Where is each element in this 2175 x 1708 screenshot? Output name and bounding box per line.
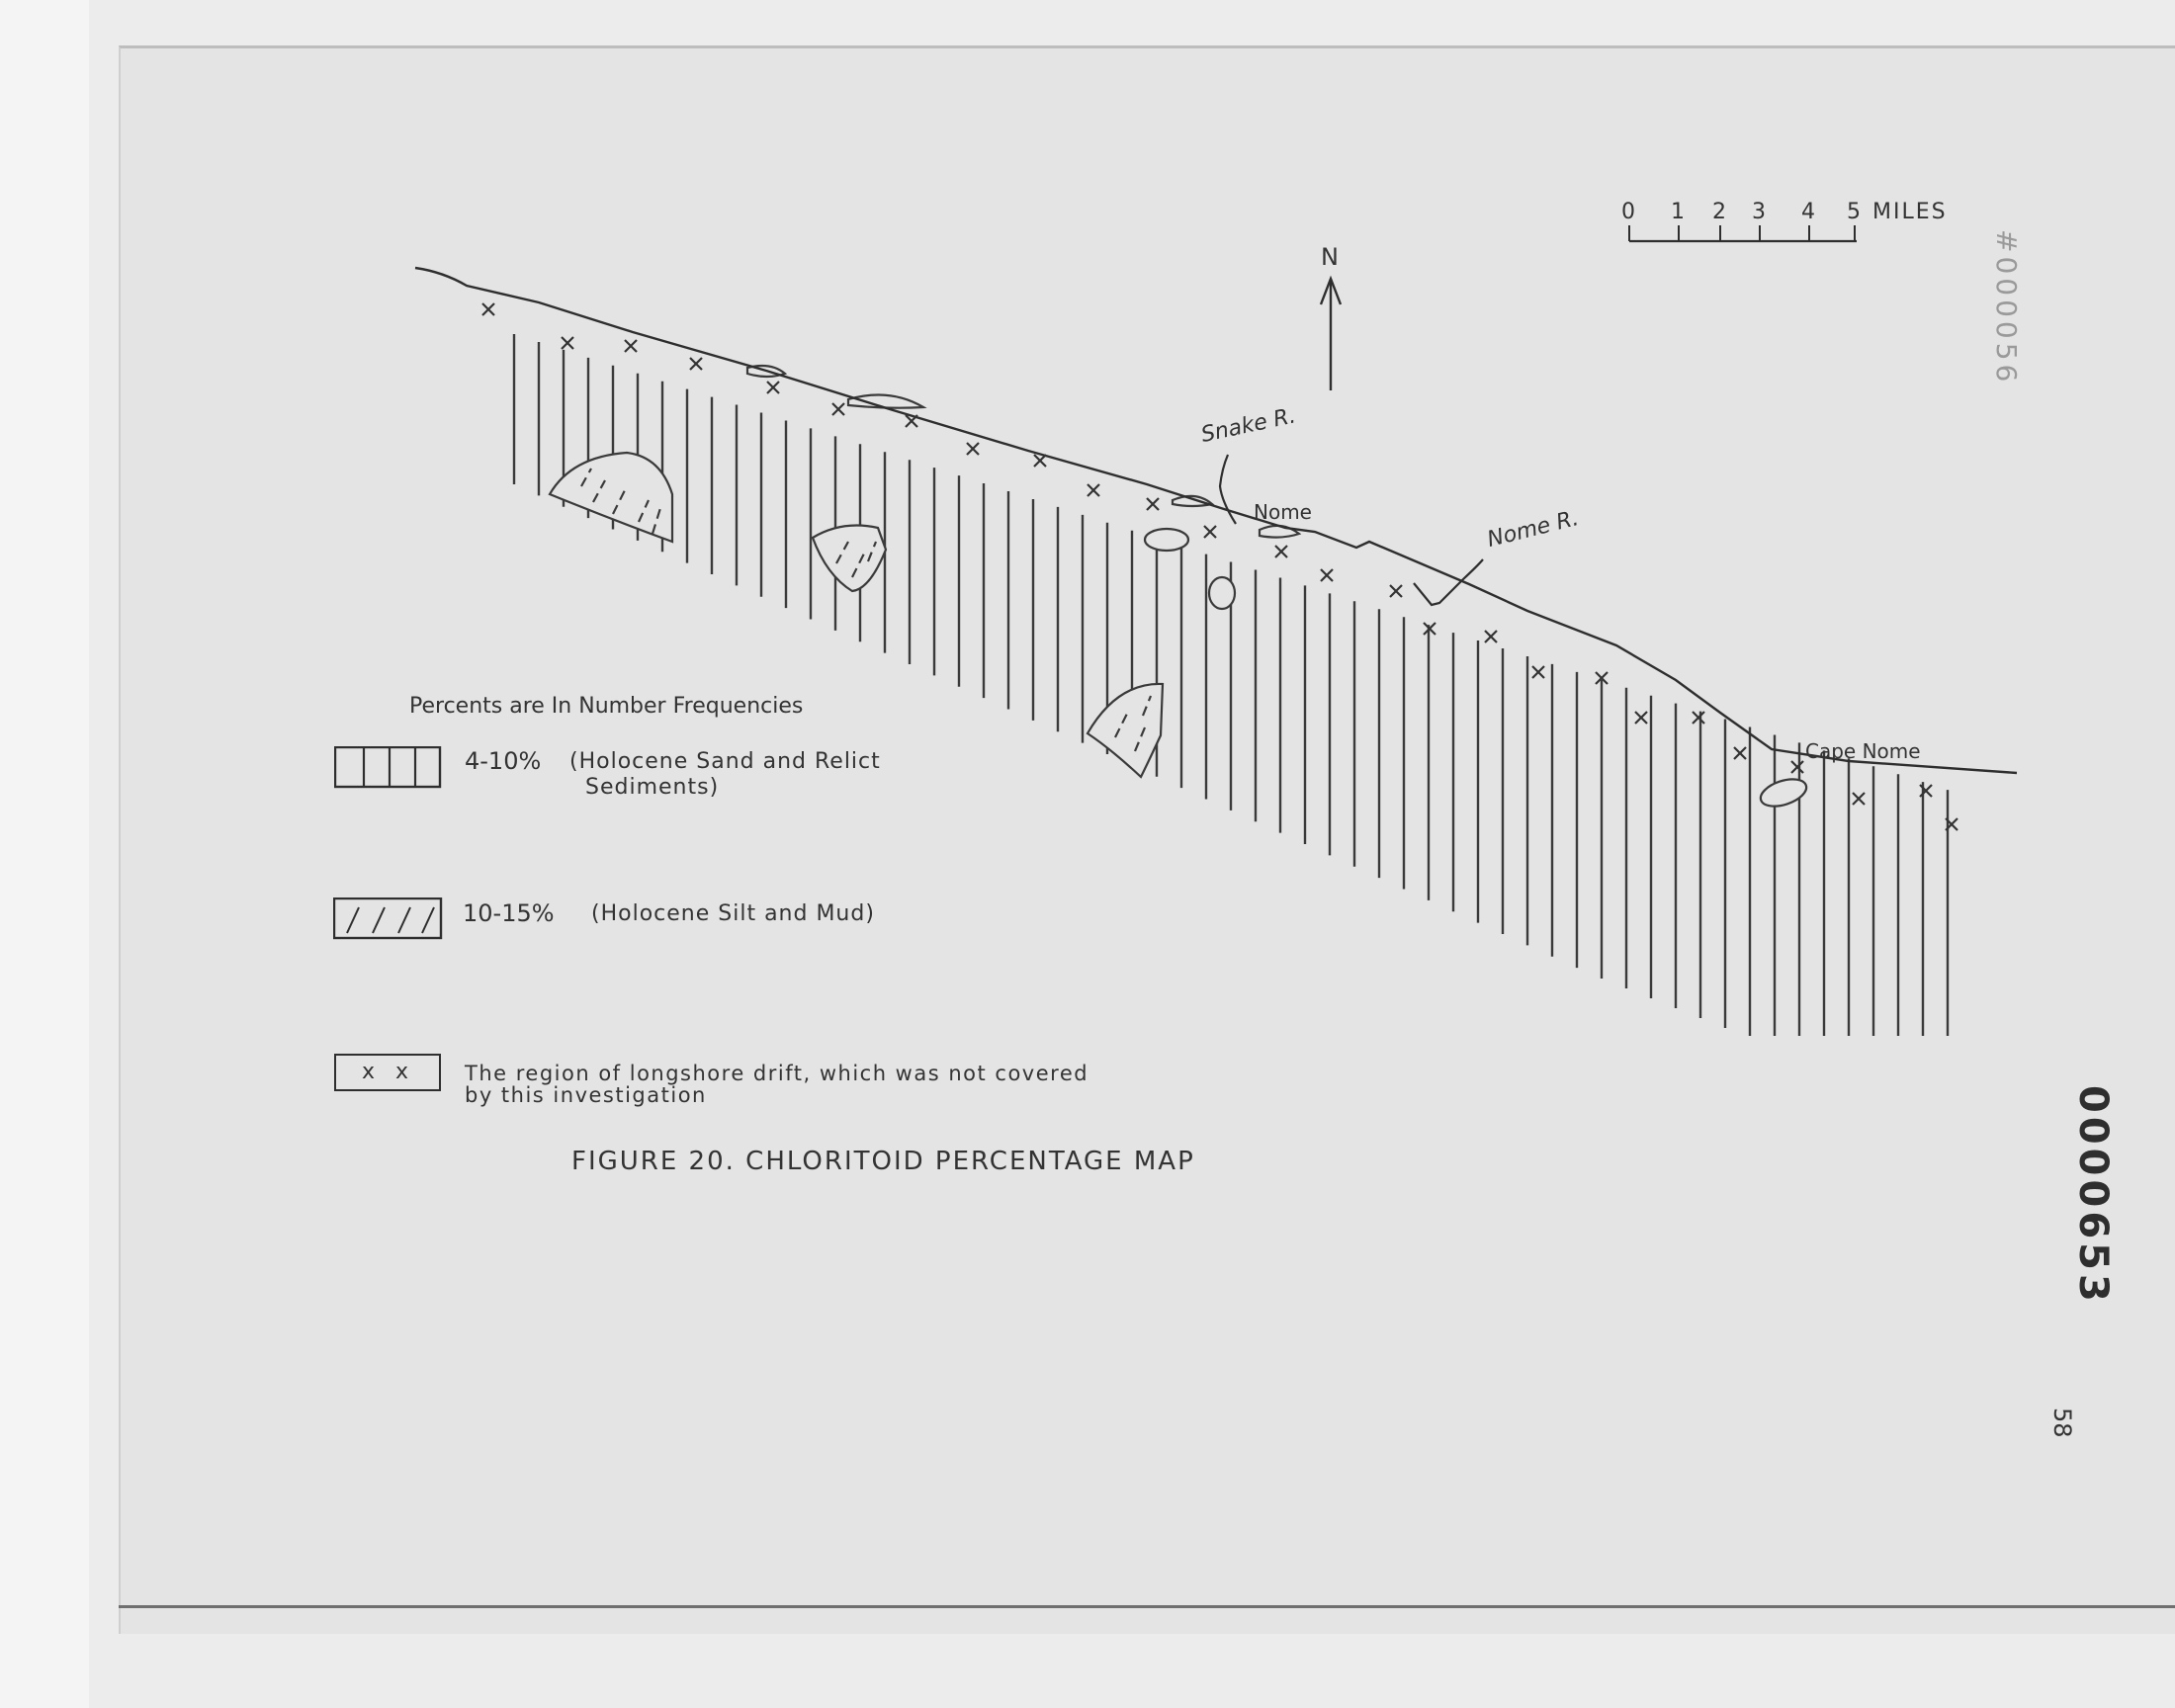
silt-mud-patches [550, 366, 1810, 811]
silt-patch-ellipse-0 [1145, 529, 1188, 551]
silt-patch-6 [1260, 526, 1299, 538]
legend-swatch-drift [334, 1054, 441, 1091]
silt-patch-2 [1088, 684, 1163, 777]
upper-margin-stamp: #000056 [1990, 229, 2023, 386]
scale-tick-label-1: 1 [1671, 200, 1685, 224]
north-arrow-label: N [1321, 243, 1339, 271]
silt-patch-1 [813, 526, 886, 591]
north-arrow [1321, 279, 1341, 390]
scale-tick-label-3: 3 [1752, 200, 1766, 224]
silt-patch-ellipse-2 [1757, 774, 1809, 811]
scale-unit-label: MILES [1872, 200, 1948, 224]
silt-patch-4 [848, 395, 923, 408]
legend-heading: Percents are In Number Frequencies [409, 694, 804, 719]
document-number-stamp: 0000653 [2070, 1085, 2116, 1306]
legend-sand-range: 4-10% [465, 747, 542, 775]
legend-silt-desc: (Holocene Silt and Mud) [591, 901, 875, 926]
legend-sand-desc-2: Sediments) [585, 775, 720, 800]
legend-swatch-sand [334, 746, 443, 791]
figure-caption: FIGURE 20. CHLORITOID PERCENTAGE MAP [571, 1147, 1195, 1176]
scale-bar-ticks [1629, 225, 1855, 241]
snake-river [1220, 455, 1236, 524]
legend-drift-desc-2: by this investigation [465, 1083, 707, 1107]
legend-drift-desc-1: The region of longshore drift, which was not covered [465, 1062, 1089, 1085]
page-number: 58 [2048, 1408, 2076, 1438]
legend-swatch-silt [333, 897, 444, 942]
cape-nome-label: Cape Nome [1805, 739, 1921, 763]
scale-tick-label-5: 5 [1847, 200, 1861, 224]
legend-swatch-drift-marks: x x [362, 1060, 409, 1084]
legend-silt-range: 10-15% [463, 899, 555, 927]
snake-river-label: Snake R. [1198, 403, 1298, 448]
nome-river-label: Nome R. [1484, 505, 1582, 553]
scale-tick-label-0: 0 [1621, 200, 1635, 224]
legend-sand-desc-1: (Holocene Sand and Relict [569, 749, 881, 774]
nome-label: Nome [1254, 500, 1312, 524]
scale-tick-label-4: 4 [1801, 200, 1815, 224]
scale-tick-label-2: 2 [1712, 200, 1726, 224]
silt-patch-ellipse-1 [1209, 577, 1235, 609]
